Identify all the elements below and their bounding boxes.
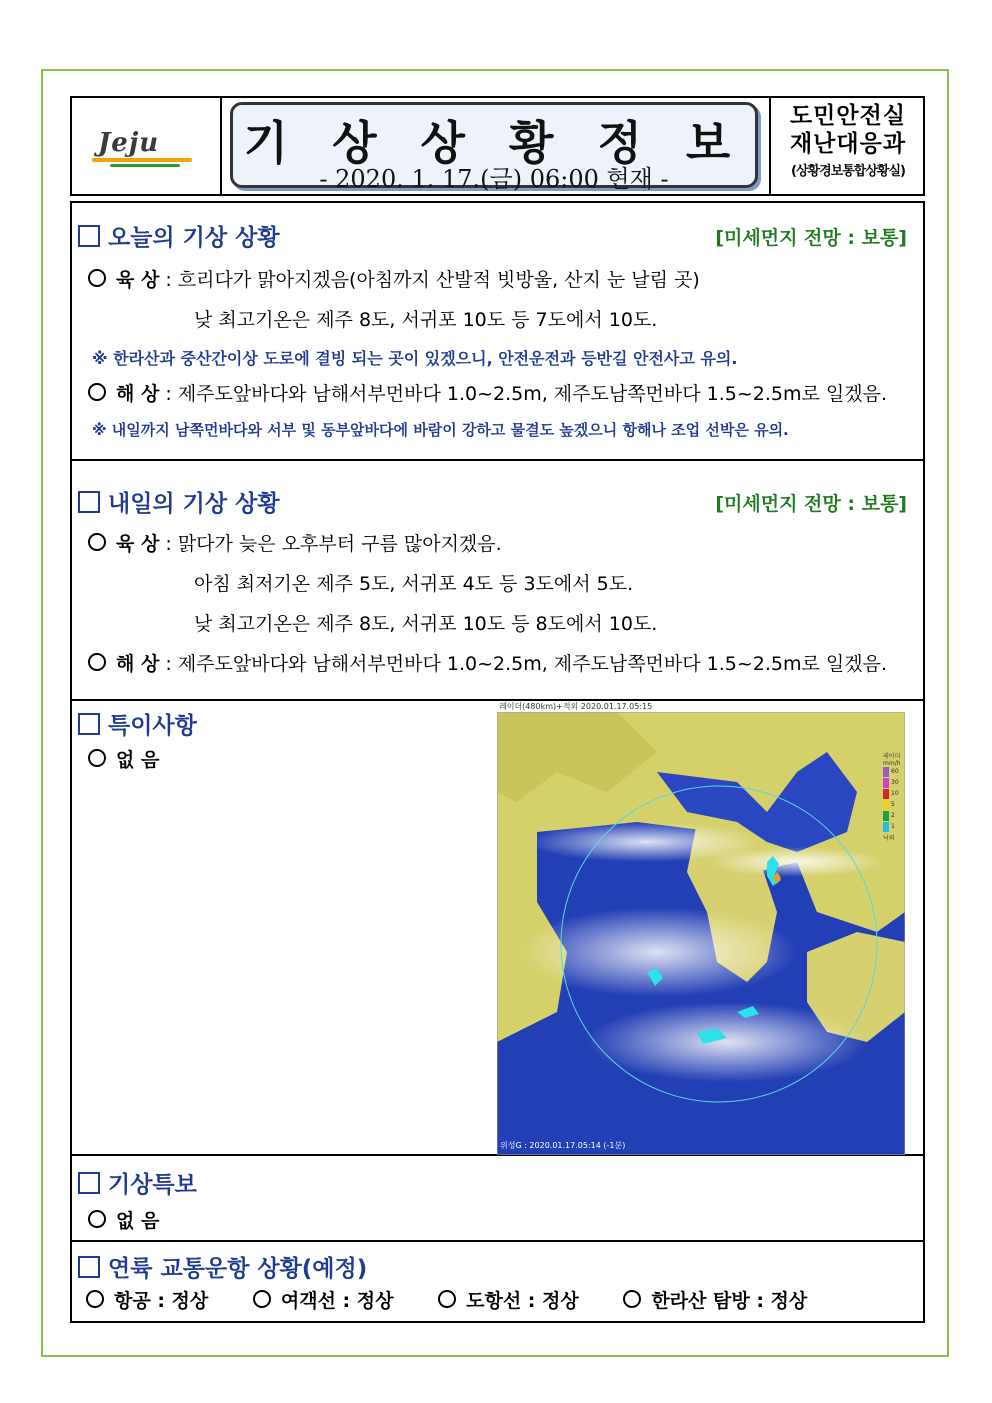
warning-item: 없 음 [88,1206,159,1233]
report-date: - 2020. 1. 17.(금) 06:00 현재 - [319,165,669,193]
page-title: 기 상 상 황 정 보 [243,116,745,170]
section-transport [72,1242,923,1321]
radar-legend [883,751,905,842]
checkbox-icon [78,225,100,247]
circle-bullet-icon [88,269,106,287]
section-title-tomorrow: 내일의 기상 상황 [78,485,280,518]
section-warning [72,1156,923,1242]
radar-satellite-image [497,701,905,1155]
circle-bullet-icon [253,1290,271,1308]
org-department: 도민안전실 [789,103,907,129]
section-title-warning: 기상특보 [78,1166,197,1199]
radar-caption: 레이더(480km)+적외 2020.01.17.05:15 [499,702,653,711]
logo-swoosh-green [110,164,180,167]
dust-forecast-tomorrow: [미세먼지 전망 : 보통] [715,493,907,515]
section-title-today: 오늘의 기상 상황 [78,219,280,252]
legend-value: 30 [891,779,899,786]
logo-cell [72,98,222,194]
today-sea: 해 상 : 제주도앞바다와 남해서부먼바다 1.0~2.5m, 제주도남쪽먼바다 1.5~2.5m로 일겠음. [88,379,887,406]
org-division: 재난대응과 [789,131,907,157]
org-cell [769,98,925,194]
legend-value: 1 [891,823,895,830]
legend-swatch [883,789,899,799]
title-box [230,102,758,193]
circle-bullet-icon [88,653,106,671]
legend-swatch [883,767,899,777]
today-note-sea: ※ 내일까지 남쪽먼바다와 서부 및 동부앞바다에 바람이 강하고 물결도 높겠으니 항해나 조업 선박은 유의. [92,421,789,439]
circle-bullet-icon [88,1210,106,1228]
legend-swatch [883,822,895,832]
status-hallasan: 한라산 탐방 : 정상 [623,1290,807,1312]
legend-value: 5 [891,801,895,808]
legend-unit: mm/h [883,760,901,767]
dust-forecast-today: [미세먼지 전망 : 보통] [715,227,907,249]
checkbox-icon [78,1172,100,1194]
checkbox-icon [78,1256,100,1278]
section-title-transport: 연륙 교통운항 상황(예정) [78,1250,367,1283]
circle-bullet-icon [623,1290,641,1308]
circle-bullet-icon [88,533,106,551]
legend-value: 2 [891,812,895,819]
tomorrow-max-temp: 낮 최고기온은 제주 8도, 서귀포 10도 등 8도에서 10도. [194,613,658,635]
legend-title: 레이더 [883,753,901,760]
tomorrow-land: 육 상 : 맑다가 늦은 오후부터 구름 많아지겠음. [88,529,502,556]
main-table [70,201,925,1323]
logo-swoosh-orange [92,158,192,162]
today-land-temp: 낮 최고기온은 제주 8도, 서귀포 10도 등 7도에서 10도. [194,309,658,331]
special-item: 없 음 [88,745,159,772]
jeju-logo [92,128,202,172]
header-table [70,96,925,196]
section-special [72,701,923,1156]
tomorrow-sea: 해 상 : 제주도앞바다와 남해서부먼바다 1.0~2.5m, 제주도남쪽먼바다 1.5~2.5m로 일겠음. [88,649,887,676]
satellite-caption: 위성G : 2020.01.17.05:14 (-1분) [500,1141,626,1150]
tomorrow-min-temp: 아침 최저기온 제주 5도, 서귀포 4도 등 3도에서 5도. [194,573,634,595]
legend-lightning: 낙뢰 [883,835,895,842]
transport-status-row [86,1286,845,1313]
today-note-ice: ※ 한라산과 중산간이상 도로에 결빙 되는 곳이 있겠으니, 안전운전과 등반길 안전사고 유의. [92,349,738,368]
status-island-ferry: 도항선 : 정상 [438,1290,579,1312]
logo-text: Jeju [98,128,160,158]
circle-bullet-icon [88,383,106,401]
legend-swatch [883,811,895,821]
section-title-special: 특이사항 [78,707,197,740]
legend-value: 10 [891,790,899,797]
checkbox-icon [78,713,100,735]
circle-bullet-icon [88,749,106,767]
circle-bullet-icon [438,1290,456,1308]
circle-bullet-icon [86,1290,104,1308]
status-air: 항공 : 정상 [86,1290,208,1312]
section-today [72,203,923,461]
status-ferry: 여객선 : 정상 [253,1290,394,1312]
legend-swatch [883,778,899,788]
today-land: 육 상 : 흐리다가 맑아지겠음(아침까지 산발적 빗방울, 산지 눈 날림 곳) [88,265,700,292]
legend-value: 60 [891,768,899,775]
satellite-map [497,712,905,1155]
section-tomorrow [72,461,923,701]
checkbox-icon [78,491,100,513]
legend-swatch [883,800,895,810]
org-office: (상황경보통합상황실) [791,164,905,179]
